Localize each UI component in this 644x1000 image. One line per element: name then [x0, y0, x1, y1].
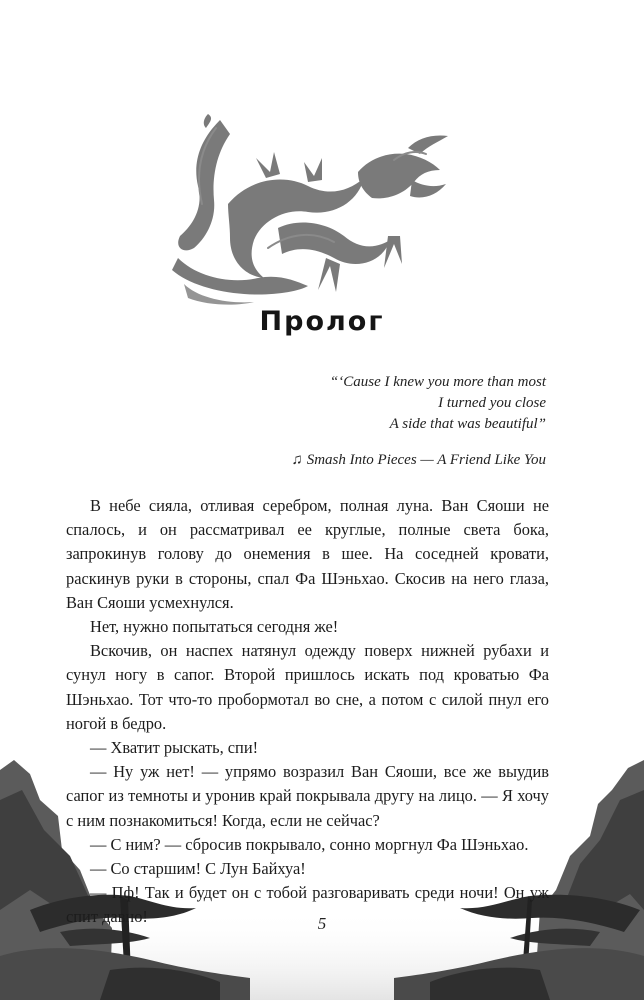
paragraph: Вскочив, он наспех натянул одежду поверх нижней рубахи и сунул ногу в сапог. Второй пришлось искать под кроватью Фа Шэньхао. Тот что-то пробормотал во сне, а потом с силой пнул его ногой в бедро. [66, 641, 549, 733]
epigraph [330, 372, 546, 435]
song-title: Smash Into Pieces — A Friend Like You [306, 452, 546, 468]
song-attribution [291, 452, 546, 469]
epigraph-line: I turned you close [438, 395, 546, 411]
dragon-illustration [158, 108, 454, 308]
epigraph-line: A side that was beautiful” [389, 416, 546, 432]
paragraph: — Со старшим! С Лун Байхуа! [90, 859, 306, 879]
paragraph: В небе сияла, отливая серебром, полная луна. Ван Сяоши не спалось, и он рассматривал ее круглые, полные света бока, запрокинув голову до онемения в шее. На соседней кровати, раскинув руки в стороны, спал Фа Шэньхао. Скосив на него глаза, Ван Сяоши усмехнулся. [66, 496, 549, 612]
paragraph: — Пф! Так и будет он с тобой разговаривать среди ночи! Он уж спит давно! [66, 883, 549, 927]
paragraph: Нет, нужно попытаться сегодня же! [90, 617, 339, 637]
page-number: 5 [317, 914, 327, 933]
paragraph: — С ним? — сбросив покрывало, сонно моргнул Фа Шэньхао. [90, 834, 529, 854]
paragraph: — Ну уж нет! — упрямо возразил Ван Сяоши, все же выудив сапог из темноты и уронив край покрывала другу на лицо. — Я хочу с ним познакомиться! Когда, если не сейчас? [66, 762, 549, 830]
epigraph-line: “‘Cause I knew you more than most [329, 374, 546, 390]
music-note-icon: ♫ [291, 452, 303, 468]
chapter-title: Пролог [259, 306, 385, 337]
paragraph: — Хватит рыскать, спи! [90, 738, 259, 758]
chapter-body [66, 494, 549, 930]
